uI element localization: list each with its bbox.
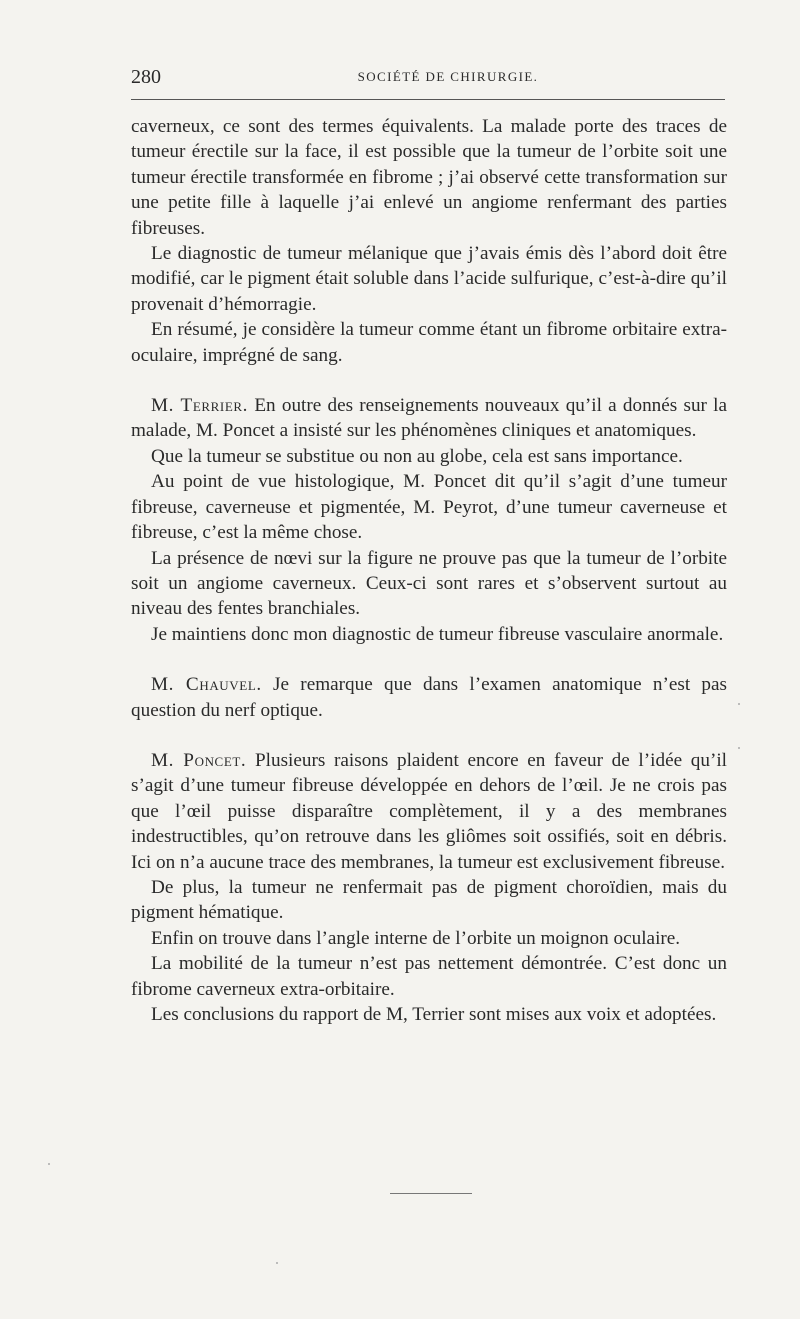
page-number: 280 xyxy=(131,66,161,88)
scan-speck xyxy=(738,747,740,749)
speech-chauvel xyxy=(131,672,727,723)
paragraph: Les conclusions du rapport de M, Terrier sont mises aux voix et adoptées. xyxy=(151,1004,717,1025)
paragraph: Je maintiens donc mon diagnostic de tumeur fibreuse vasculaire anormale. xyxy=(151,623,724,645)
paragraph-continuation: caverneux, ce sont des termes équivalents. La malade porte des traces de tumeur érectile sur la face, il est possible que la tumeur de l’orbite soit une tumeur érectile transformée en fibrome ; j’ai observé cette transformation sur une petite fille à laquelle j’ai enlevé un angiome renfermant des parties fibreuses. xyxy=(131,116,727,239)
running-head: SOCIÉTÉ DE CHIRURGIE. xyxy=(357,69,539,84)
body-text xyxy=(131,114,727,1027)
speaker-name: M. Chauvel. xyxy=(151,674,262,696)
scan-speck xyxy=(738,703,740,705)
page-header xyxy=(131,66,725,96)
speech-text: En outre des renseignements nouveaux qu’il a donnés sur la malade, M. Poncet a insisté sur les phénomènes cliniques et anatomiques. xyxy=(131,395,727,442)
section-end-rule xyxy=(390,1193,472,1194)
paragraph: Que la tumeur se substitue ou non au globe, cela est sans importance. xyxy=(151,445,683,467)
speech-text: Plusieurs raisons plaident encore en faveur de l’idée qu’il s’agit d’une tumeur fibreuse développée en dehors de l’œil. Je ne crois pas que l’œil puisse disparaître complètement, il y a des membranes indestructibles, qu’on retrouve dans les gliômes soit ossifiés, soit en débris. Ici on n’a aucune trace des membranes, la tumeur est exclusivement fibreuse. xyxy=(131,749,727,873)
paragraph: Le diagnostic de tumeur mélanique que j’avais émis dès l’abord doit être modifié, car le pigment était soluble dans l’acide sulfurique, c’est-à-dire qu’il provenait d’hémorragie. xyxy=(131,243,727,315)
paragraph: Au point de vue histologique, M. Poncet dit qu’il s’agit d’une tumeur fibreuse, caverneuse et pigmentée, M. Peyrot, d’une tumeur caverneuse et fibreuse, c’est la même chose. xyxy=(131,471,727,544)
paragraph: De plus, la tumeur ne renfermait pas de pigment choroïdien, mais du pigment hématique. xyxy=(131,876,727,924)
speaker-name: M. Poncet. xyxy=(151,749,247,771)
speaker-name: M. Terrier. xyxy=(151,395,249,417)
paragraph: La présence de nœvi sur la figure ne prouve pas que la tumeur de l’orbite soit un angiome caverneux. Ceux-ci sont rares et s’observent surtout au niveau des fentes branchiales. xyxy=(131,547,727,620)
paragraph: Enfin on trouve dans l’angle interne de l’orbite un moignon oculaire. xyxy=(151,927,681,949)
speech-terrier xyxy=(131,393,727,444)
speech-poncet xyxy=(131,748,727,875)
paragraph: En résumé, je considère la tumeur comme étant un fibrome orbitaire extra-oculaire, imprégné de sang. xyxy=(131,319,727,366)
speech-text: Je remarque que dans l’examen anatomique n’est pas question du nerf optique. xyxy=(131,674,727,721)
paragraph: La mobilité de la tumeur n’est pas nettement démontrée. C’est donc un fibrome caverneux extra-orbitaire. xyxy=(131,953,727,1000)
scan-speck xyxy=(48,1163,50,1165)
scan-speck xyxy=(276,1262,278,1264)
header-rule xyxy=(131,99,725,100)
